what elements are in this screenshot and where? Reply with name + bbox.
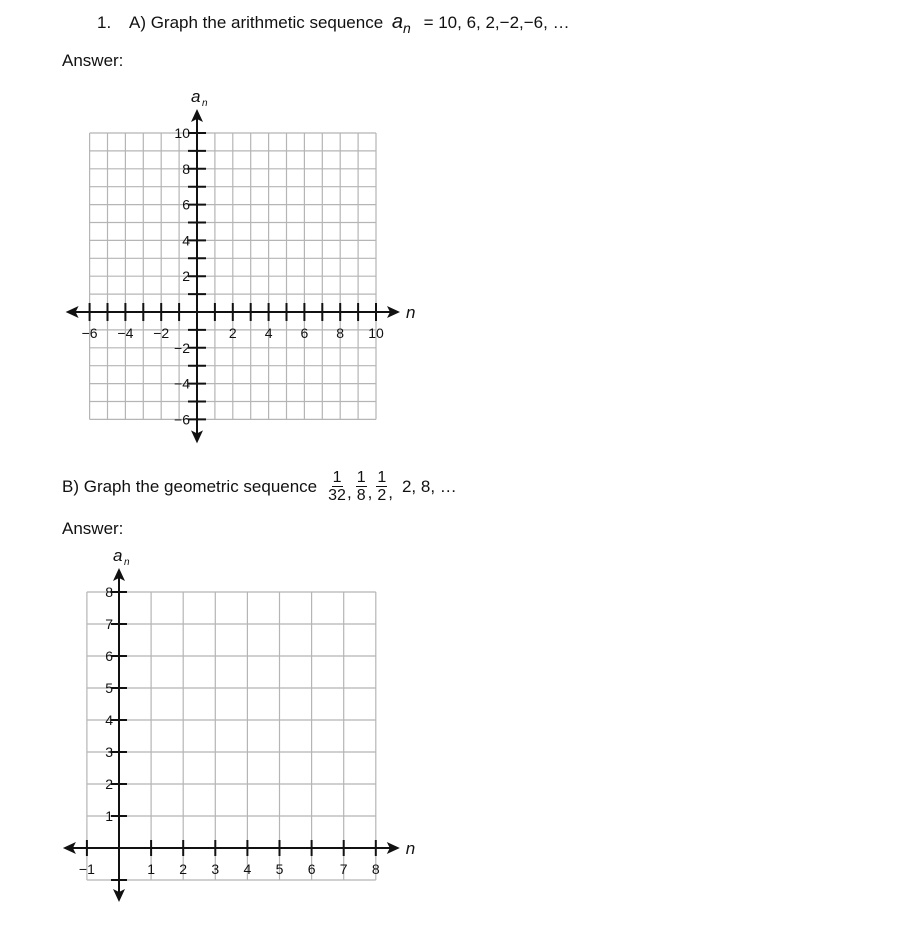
fraction-1 xyxy=(328,469,346,504)
fraction-3 xyxy=(376,469,387,504)
sequence-symbol: a xyxy=(391,11,404,33)
x-axis-label: n xyxy=(405,839,416,858)
y-tick-label: 6 xyxy=(105,648,113,665)
x-tick-label: −2 xyxy=(153,325,170,341)
y-tick-label: 10 xyxy=(174,125,190,142)
x-tick-label: 6 xyxy=(300,325,309,341)
question-b-prompt: B) Graph the geometric sequence xyxy=(62,476,318,496)
y-tick-label: 8 xyxy=(105,584,113,601)
y-tick-label: 4 xyxy=(105,712,113,729)
y-axis-label-subscript: n xyxy=(124,557,130,568)
x-tick-label: 6 xyxy=(307,861,316,877)
fraction-numerator: 1 xyxy=(356,469,366,486)
fraction-denominator: 2 xyxy=(377,487,387,504)
x-tick-label: 1 xyxy=(147,861,155,877)
y-tick-label: 2 xyxy=(105,776,113,793)
x-tick-label: 10 xyxy=(368,325,384,341)
question-number: 1. xyxy=(97,13,112,32)
answer-label-a: Answer: xyxy=(62,51,124,70)
x-tick-label: 7 xyxy=(339,861,348,877)
comma: , xyxy=(346,482,352,502)
y-tick-label: 5 xyxy=(105,680,113,697)
y-tick-label: 6 xyxy=(182,196,190,213)
x-tick-label: 4 xyxy=(264,325,273,341)
x-tick-label: 4 xyxy=(243,861,252,877)
y-tick-label: 1 xyxy=(105,808,113,825)
fraction-denominator: 8 xyxy=(356,487,366,504)
y-tick-label: 3 xyxy=(105,744,113,761)
x-tick-label: −6 xyxy=(81,325,98,341)
x-tick-label: 2 xyxy=(179,861,188,877)
answer-label-b: Answer: xyxy=(62,519,124,538)
y-tick-label: 8 xyxy=(182,160,190,177)
question-b-line xyxy=(62,469,457,504)
x-tick-label: −4 xyxy=(117,325,134,341)
x-tick-label: 8 xyxy=(336,325,345,341)
sequence-subscript: n xyxy=(403,20,411,36)
y-axis-label-subscript: n xyxy=(202,98,208,109)
question-a-prompt: A) Graph the arithmetic sequence xyxy=(128,13,384,32)
y-axis-label: a xyxy=(191,87,201,106)
y-tick-label: −2 xyxy=(174,339,190,356)
y-tick-label: 4 xyxy=(182,232,190,249)
y-tick-label: 7 xyxy=(105,616,113,633)
x-tick-label: 3 xyxy=(211,861,220,877)
comma: , xyxy=(388,482,393,502)
sequence-values: = 10, 6, 2,−2,−6, … xyxy=(423,13,570,32)
fraction-denominator: 32 xyxy=(328,487,346,504)
sequence-tail: 2, 8, … xyxy=(401,476,457,496)
y-tick-label: −6 xyxy=(174,411,190,428)
y-axis-label: a xyxy=(113,546,123,565)
graph-b[interactable] xyxy=(63,546,415,902)
fraction-numerator: 1 xyxy=(332,469,342,486)
x-tick-label: 5 xyxy=(275,861,284,877)
x-axis-label: n xyxy=(406,303,416,322)
fraction-numerator: 1 xyxy=(377,469,387,486)
x-tick-label: 2 xyxy=(228,325,237,341)
graph-a[interactable] xyxy=(66,87,416,443)
x-tick-label: 8 xyxy=(371,861,380,877)
y-tick-label: 2 xyxy=(182,268,190,285)
comma: , xyxy=(367,482,373,502)
x-tick-label: −1 xyxy=(78,861,95,877)
y-tick-label: −4 xyxy=(174,375,190,392)
fraction-2 xyxy=(356,469,367,504)
